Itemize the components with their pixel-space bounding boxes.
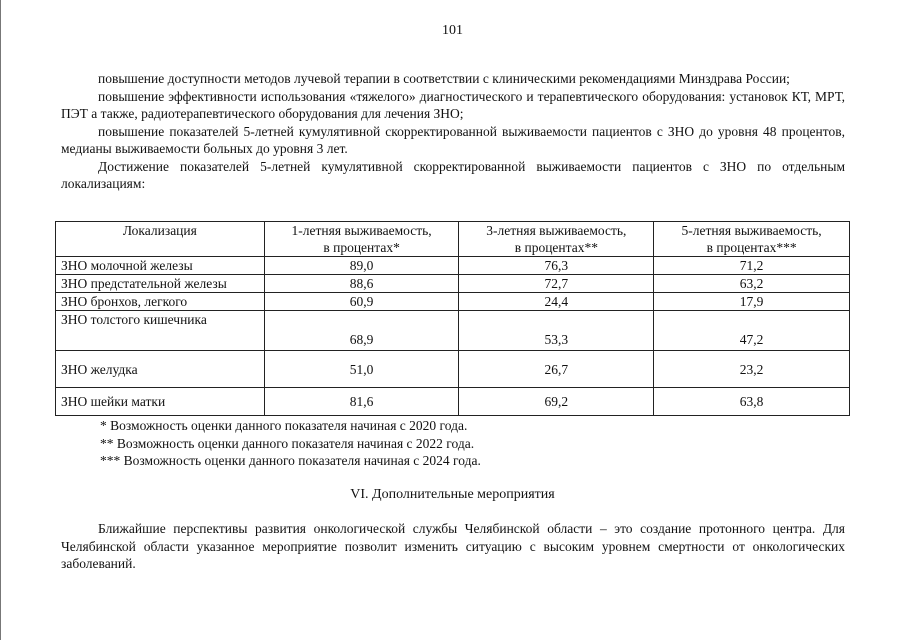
- footnote-2024: *** Возможность оценки данного показателя начиная с 2024 года.: [100, 453, 481, 468]
- cell-1-year: 60,9: [264, 293, 459, 311]
- header-localization: Локализация: [56, 222, 265, 257]
- header-1-year: 1-летняя выживаемость, в процентах*: [264, 222, 459, 257]
- table-row: [56, 351, 850, 388]
- cell-5-year: 23,2: [654, 351, 850, 388]
- table-row: [56, 257, 850, 275]
- cell-1-year: 51,0: [264, 351, 459, 388]
- cell-localization: ЗНО бронхов, легкого: [56, 293, 265, 311]
- footnote-2022: ** Возможность оценки данного показателя начиная с 2022 года.: [100, 435, 475, 451]
- cell-localization: ЗНО молочной железы: [56, 257, 265, 275]
- header-5-year: 5-летняя выживаемость, в процентах***: [654, 222, 850, 257]
- cell-localization: ЗНО толстого кишечника: [56, 311, 265, 351]
- closing-text: [61, 520, 845, 573]
- cell-localization: ЗНО желудка: [56, 351, 265, 388]
- section-title: VI. Дополнительные мероприятия: [350, 487, 555, 502]
- table-row: [56, 275, 850, 293]
- cell-5-year: 63,8: [654, 388, 850, 416]
- table-row: [56, 293, 850, 311]
- cell-5-year: 17,9: [654, 293, 850, 311]
- cell-localization: ЗНО предстательной железы: [56, 275, 265, 293]
- cell-1-year: 88,6: [264, 275, 459, 293]
- survival-table: [55, 221, 850, 416]
- page-number: 101: [442, 23, 463, 38]
- cell-3-year: 69,2: [459, 388, 654, 416]
- cell-1-year: 81,6: [264, 388, 459, 416]
- table-row: [56, 388, 850, 416]
- cell-3-year: 76,3: [459, 257, 654, 275]
- cell-5-year: 47,2: [654, 311, 850, 351]
- paragraph-proton-center: Ближайшие перспективы развития онкологической службы Челябинской области – это создание протонного центра. Для Челябинской области указанное мероприятие позволит изменить ситуацию с высоким уровнем смертности от онкологических заболеваний.: [61, 521, 845, 571]
- cell-1-year: 68,9: [264, 311, 459, 351]
- cell-3-year: 26,7: [459, 351, 654, 388]
- cell-3-year: 72,7: [459, 275, 654, 293]
- table-header-row: [56, 222, 850, 257]
- cell-5-year: 63,2: [654, 275, 850, 293]
- paragraph-radiotherapy-access: повышение доступности методов лучевой терапии в соответствии с клиническими рекомендациями Минздрава России;: [98, 71, 790, 86]
- paragraph-localization-intro: Достижение показателей 5-летней кумулятивной скорректированной выживаемости пациентов с ЗНО по отдельным локализациям:: [61, 158, 845, 191]
- cell-1-year: 89,0: [264, 257, 459, 275]
- paragraph-survival-target: повышение показателей 5-летней кумулятивной скорректированной выживаемости пациентов с ЗНО до уровня 48 процентов, медианы выживаемости больных до уровня 3 лет.: [61, 123, 845, 156]
- cell-3-year: 53,3: [459, 311, 654, 351]
- page-left-edge: [0, 0, 1, 640]
- cell-5-year: 71,2: [654, 257, 850, 275]
- intro-text: [61, 70, 845, 193]
- footnotes: [100, 417, 481, 470]
- cell-3-year: 24,4: [459, 293, 654, 311]
- header-3-year: 3-летняя выживаемость, в процентах**: [459, 222, 654, 257]
- footnote-2020: * Возможность оценки данного показателя начиная с 2020 года.: [100, 418, 468, 433]
- paragraph-equipment-efficiency: повышение эффективности использования «тяжелого» диагностического и терапевтического оборудования: установок КТ, МРТ, ПЭТ а также, радиотерапевтического оборудования для лечения ЗНО;: [61, 88, 845, 121]
- cell-localization: ЗНО шейки матки: [56, 388, 265, 416]
- table-row: [56, 311, 850, 351]
